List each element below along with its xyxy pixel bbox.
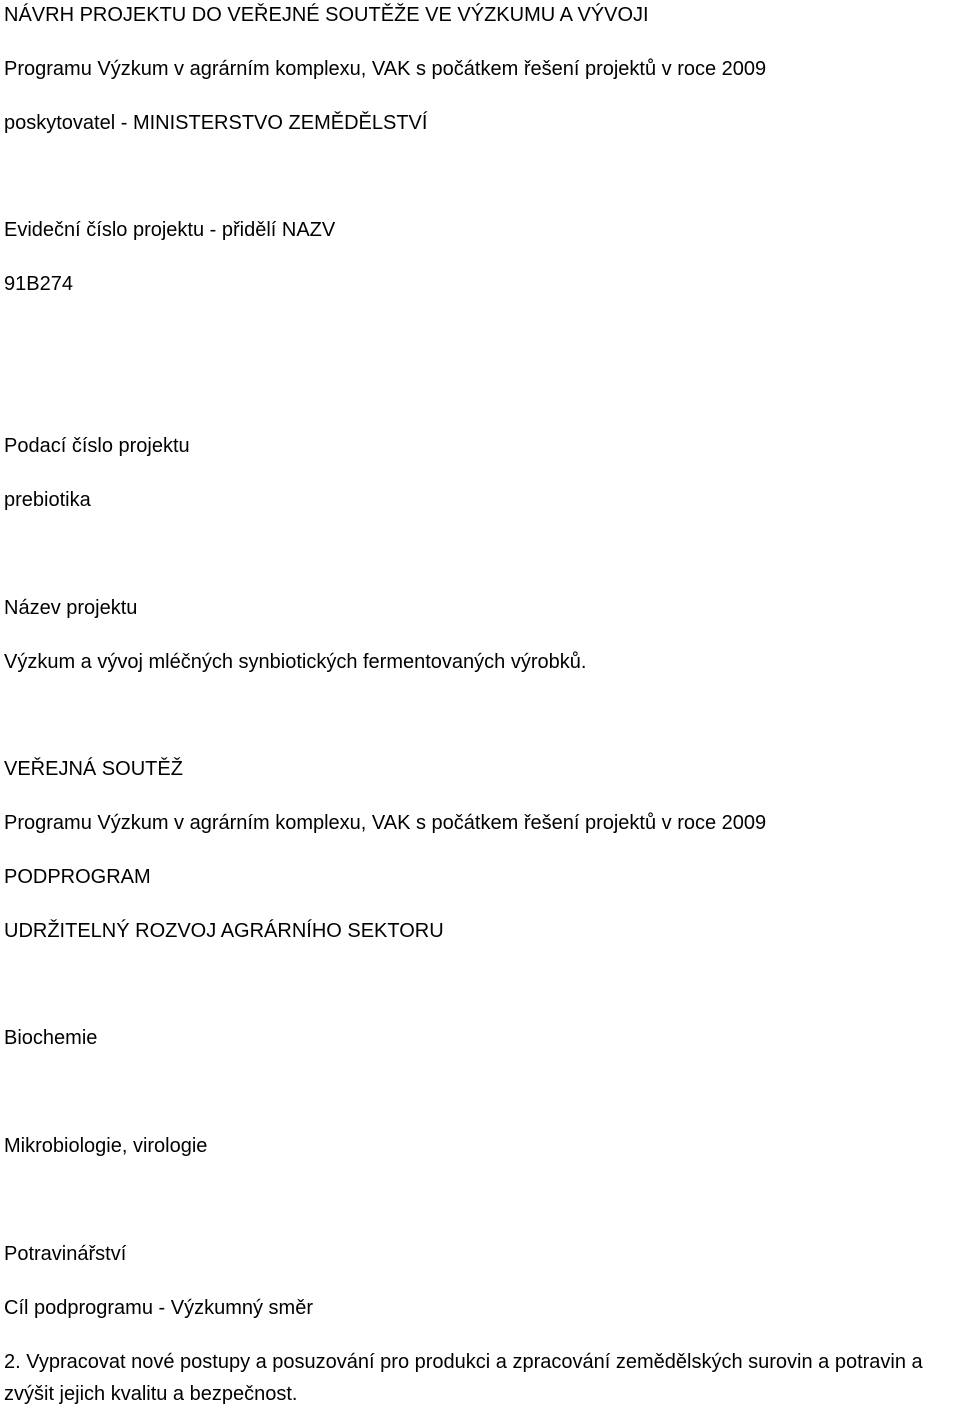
provider: poskytovatel - MINISTERSTVO ZEMĚDĚLSTVÍ [4,112,428,134]
document-title: NÁVRH PROJEKTU DO VEŘEJNÉ SOUTĚŽE VE VÝZKUMU A VÝVOJI [4,4,649,26]
field-food-industry: Potravinářství [4,1243,127,1265]
project-name-value: Výzkum a vývoj mléčných synbiotických fermentovaných výrobků. [4,651,587,673]
program-name: Programu Výzkum v agrárním komplexu, VAK s počátkem řešení projektů v roce 2009 [4,58,767,80]
submission-number-label: Podací číslo projektu [4,435,190,457]
registration-number-value: 91B274 [4,273,73,295]
goal-label: Cíl podprogramu - Výzkumný směr [4,1297,313,1319]
registration-number-label: Evideční číslo projektu - přidělí NAZV [4,219,336,241]
project-name-label: Název projektu [4,597,138,619]
goal-text: 2. Vypracovat nové postupy a posuzování pro produkci a zpracování zemědělských surovin a potravin a zvýšit jejich kvalitu a bezpečnost. [4,1351,923,1405]
field-biochemistry: Biochemie [4,1027,98,1049]
competition-program: Programu Výzkum v agrárním komplexu, VAK s počátkem řešení projektů v roce 2009 [4,812,767,834]
subprogram-value: UDRŽITELNÝ ROZVOJ AGRÁRNÍHO SEKTORU [4,920,444,942]
submission-number-value: prebiotika [4,489,91,511]
field-microbiology: Mikrobiologie, virologie [4,1135,208,1157]
competition-label: VEŘEJNÁ SOUTĚŽ [4,758,183,780]
subprogram-label: PODPROGRAM [4,866,151,888]
